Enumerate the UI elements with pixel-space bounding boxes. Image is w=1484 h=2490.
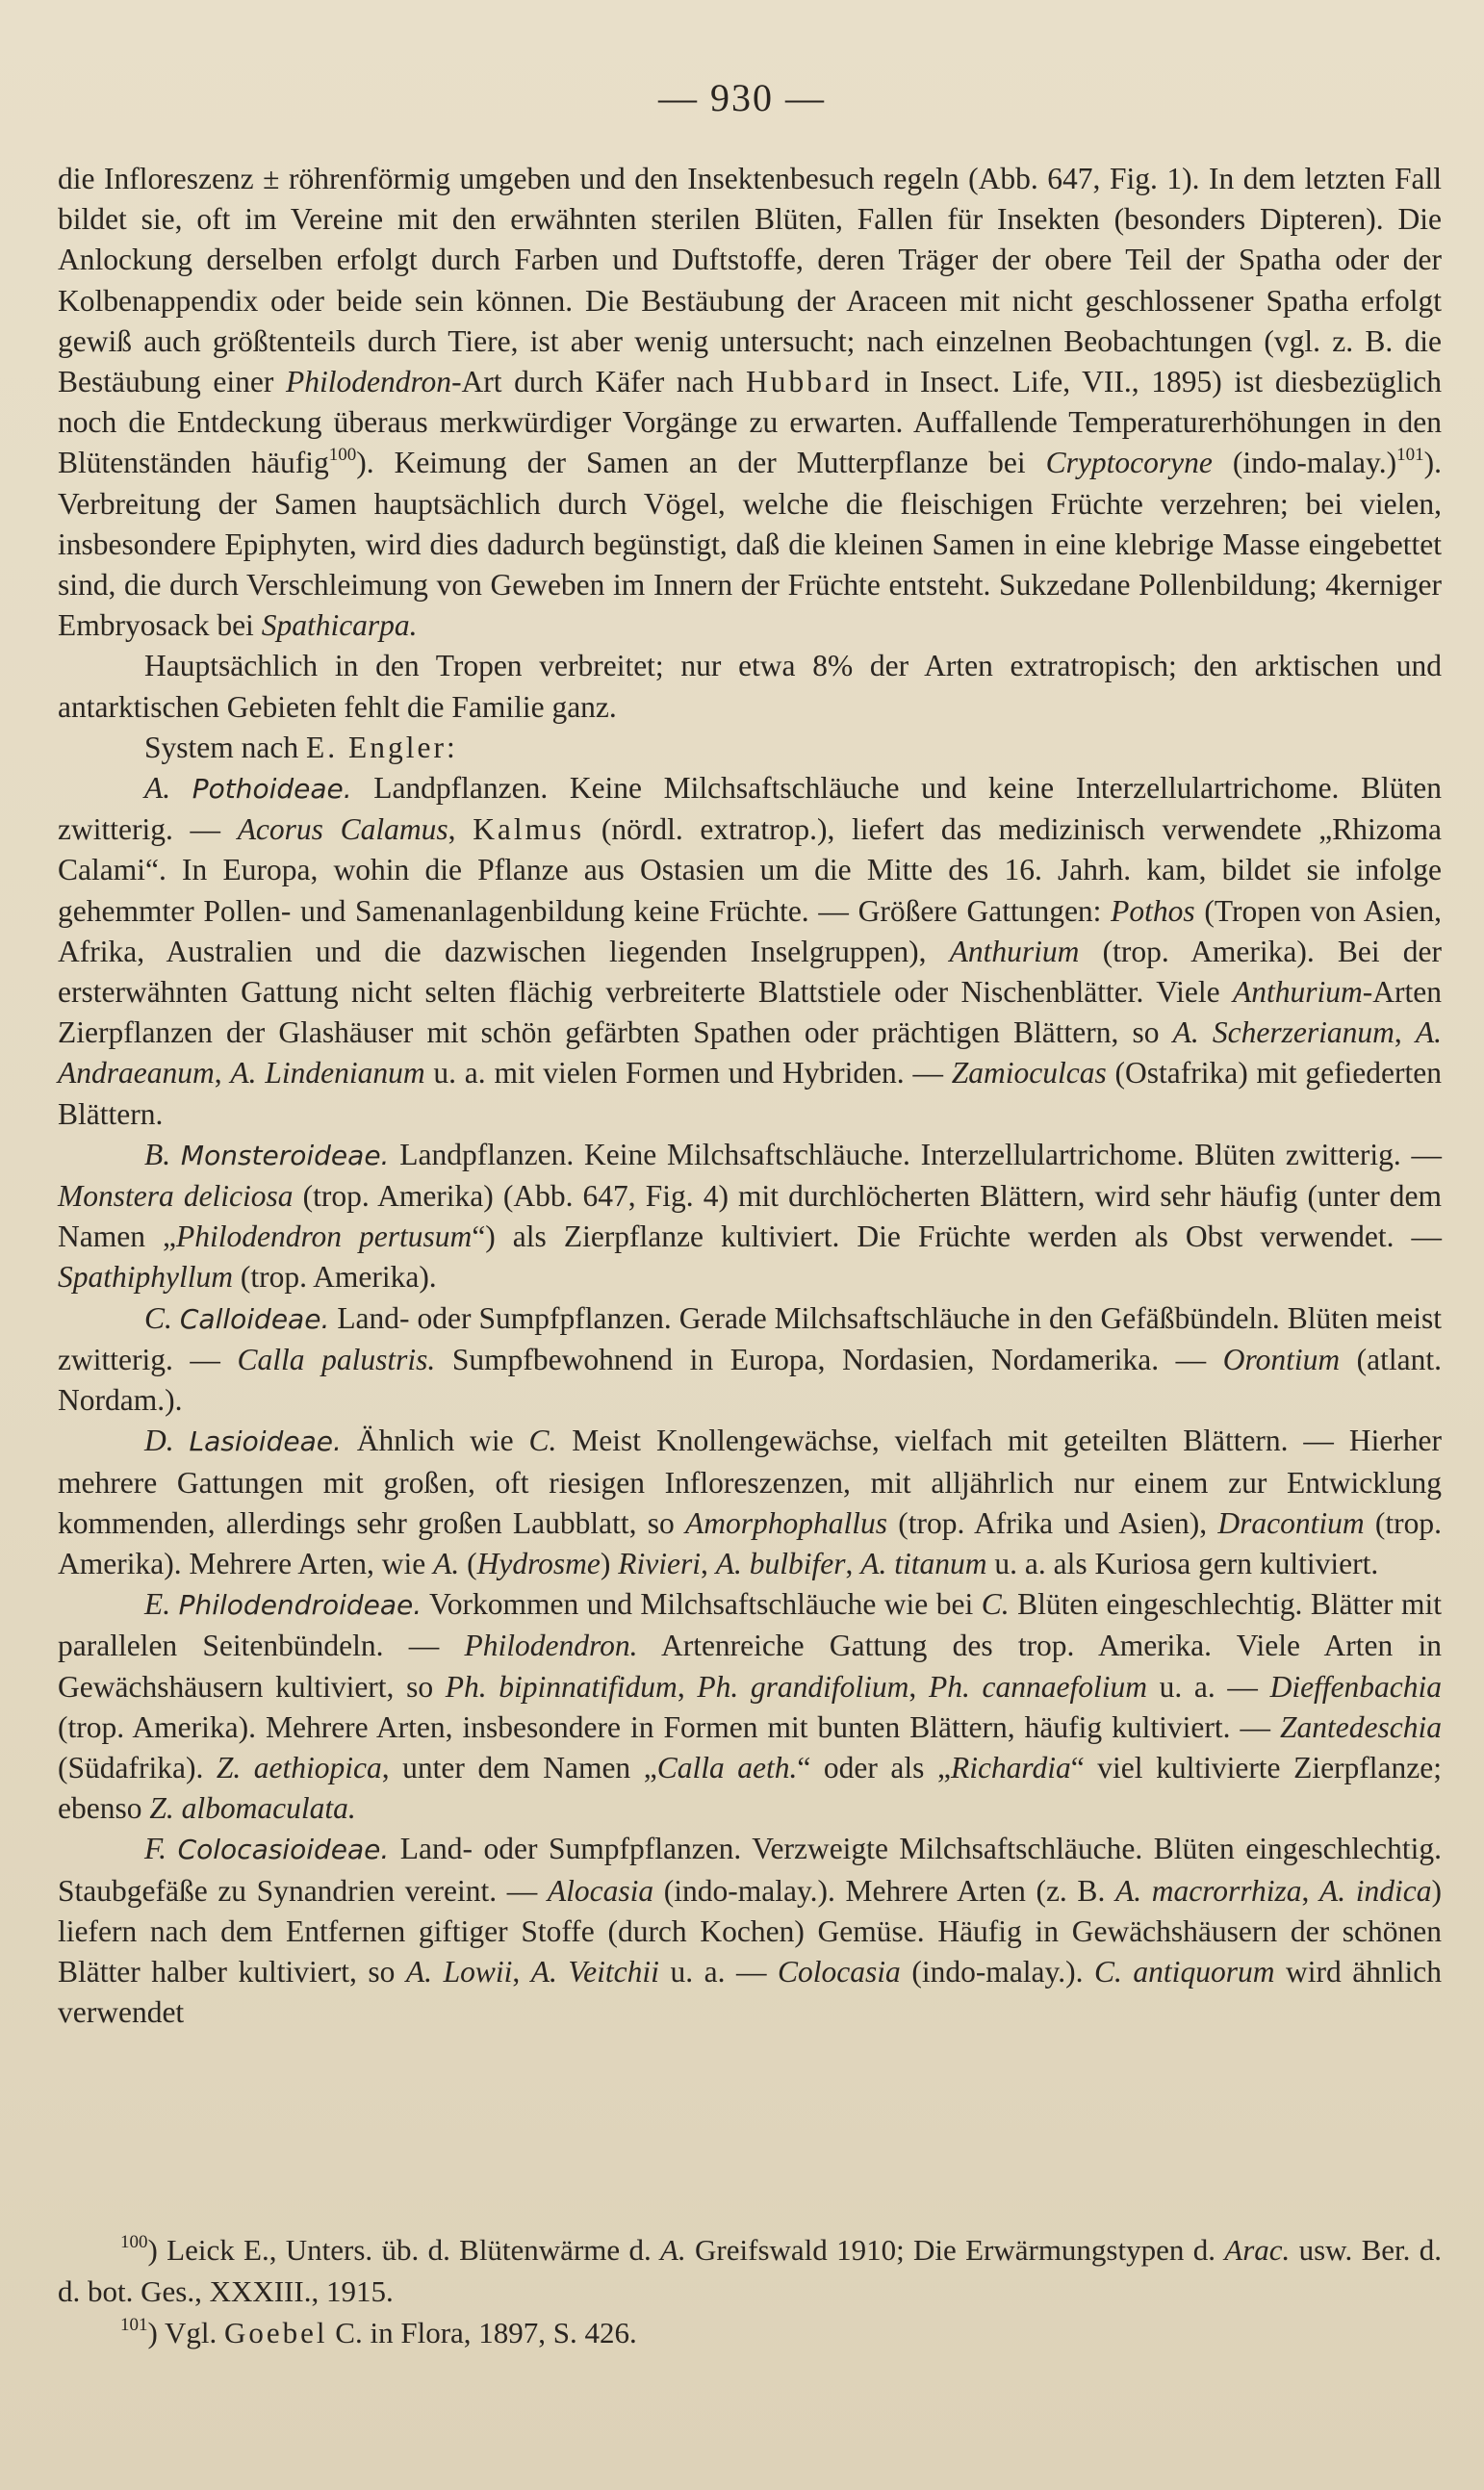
section-philodendroideae: E. Philodendroideae. Vorkommen und Milchsaftschläuche wie bei C. Blüten eingeschlechtig. Blätter mit parallelen Seitenbündeln. — Philodendron. Artenreiche Gattung des trop. Amerika. Viele Arten in Gewächshäusern kultiviert, so Ph. bipinnatifidum, Ph. grandifolium, Ph. cannaefolium u. a. — Dieffenbachia (trop. Amerika). Mehrere Arten, insbesondere in Formen mit bunten Blättern, häufig kultiviert. — Zantedeschia (Südafrika). Z. aethiopica, unter dem Namen „Calla aeth.“ oder als „Richardia“ viel kultivierte Zierpflanze; ebenso Z. albomaculata. (58, 1587, 1443, 1826)
paragraph: die Infloreszenz ± röhrenförmig umgeben und den Insektenbesuch regeln (Abb. 647, Fig. 1). In dem letzten Fall bildet sie, oft im Vereine mit den erwähnten sterilen Blüten, Fallen für Insekten (besonders Dipteren). Die Anlockung derselben erfolgt durch Farben und Duftstoffe, deren Träger der obere Teil der Spatha oder der Kolbenappendix oder beide sein können. Die Bestäubung der Araceen mit nicht geschlossener Spatha erfolgt gewiß auch größtenteils durch Tiere, ist aber wenig untersucht; nach einzelnen Beobachtungen (vgl. z. B. die Bestäubung einer Philodendron-Art durch Käfer nach Hubbard in Insect. Life, VII., 1895) ist diesbezüglich noch die Entdeckung überaus merkwürdiger Vorgänge zu erwarten. Auffallende Temperaturerhöhungen in den Blütenständen häufig$^{100}$). Keimung der Samen an der Mutterpflanze bei Cryptocoryne (indo-malay.)$^{101}$). Verbreitung der Samen hauptsächlich durch Vögel, welche die fleischigen Früchte verzehren; bei vielen, insbesondere Epiphyten, wird dies dadurch begünstigt, daß die kleinen Samen in eine klebrige Masse eingebettet sind, die durch Verschleimung von Geweben im Innern der Früchte entsteht. Sukzedane Pollenbildung; 4kerniger Embryosack bei Spathicarpa. (58, 162, 1443, 643)
section-colocasioideae: F. Colocasioideae. Land- oder Sumpfpflanzen. Verzweigte Milchsaftschläuche. Blüten eingeschlechtig. Staubgefäße zu Synandrien vereint. — Alocasia (indo-malay.). Mehrere Arten (z. B. A. macrorrhiza, A. indica) liefern nach dem Entfernen giftiger Stoffe (durch Kochen) Gemüse. Häufig in Gewächshäusern der schönen Blätter halber kultiviert, so A. Lowii, A. Veitchii u. a. — Colocasia (indo-malay.). C. antiquorum wird ähnlich verwendet (58, 1832, 1443, 2030)
paragraph: Hauptsächlich in den Tropen verbreitet; nur etwa 8% der Arten extratropisch; den arktischen und antarktischen Gebieten fehlt die Familie ganz. (58, 649, 1442, 724)
section-calloideae: C. Calloideae. Land- oder Sumpfpflanzen. Gerade Milchsaftschläuche in den Gefäßbündeln. Blüten meist zwitterig. — Calla palustris. Sumpfbewohnend in Europa, Nordasien, Nordamerika. — Orontium (atlant. Nordam.). (58, 1300, 1442, 1418)
main-text (58, 159, 1442, 2033)
footnotes (58, 2229, 1442, 2353)
section-monsteroideae: B. Monsteroideae. Landpflanzen. Keine Milchsaftschläuche. Interzellulartrichome. Blüten zwitterig. — Monstera deliciosa (trop. Amerika) (Abb. 647, Fig. 4) mit durchlöcherten Blättern, wird sehr häufig (unter dem Namen „Philodendron pertusum“) als Zierpflanze kultiviert. Die Früchte werden als Obst verwendet. — Spathiphyllum (trop. Amerika). (58, 1137, 1442, 1295)
footnote-101: $^{101}$) Vgl. Goebel C. in Flora, 1897, S. 426. (120, 2315, 637, 2349)
section-lasioideae: D. Lasioideae. Ähnlich wie C. Meist Knollengewächse, vielfach mit geteilten Blättern. — Hierher mehrere Gattungen mit großen, oft riesigen Infloreszenzen, mit alljährlich nur einem zur Entwicklung kommenden, allerdings sehr großen Laubblatt, so Amorphophallus (trop. Afrika und Asien), Dracontium (trop. Amerika). Mehrere Arten, wie A. (Hydrosme) Rivieri, A. bulbifer, A. titanum u. a. als Kuriosa gern kultiviert. (58, 1424, 1443, 1580)
section-pothoideae: A. Pothoideae. Landpflanzen. Keine Milchsaftschläuche und keine Interzellulartrichome. Blüten zwitterig. — Acorus Calamus, Kalmus (nördl. extratrop.), liefert das medizinisch verwendete „Rhizoma Calami“. In Europa, wohin die Pflanze aus Ostasien um die Mitte des 16. Jahrh. kam, bildet sie infolge gehemmter Pollen- und Samenanlagenbildung keine Früchte. — Größere Gattungen: Pothos (Tropen von Asien, Afrika, Australien und die dazwischen liegenden Inselgruppen), Anthurium (trop. Amerika). Bei der ersterwähnten Gattung nicht selten flächig verbreiterte Blattstiele oder Nischenblätter. Viele Anthurium-Arten Zierpflanzen der Glashäuser mit schön gefärbten Spathen oder prächtigen Blättern, so A. Scherzerianum, A. Andraeanum, A. Lindenianum u. a. mit vielen Formen und Hybriden. — Zamioculcas (Ostafrika) mit gefiederten Blättern. (58, 771, 1443, 1131)
paragraph: System nach E. Engler: (144, 730, 455, 764)
page-number: — 930 — (658, 76, 826, 119)
footnote-100: $^{100}$) Leick E., Unters. üb. d. Blütenwärme d. A. Greifswald 1910; Die Erwärmungstypen d. Arac. usw. Ber. d. d. bot. Ges., XXXIII., 1915. (58, 2232, 1442, 2308)
